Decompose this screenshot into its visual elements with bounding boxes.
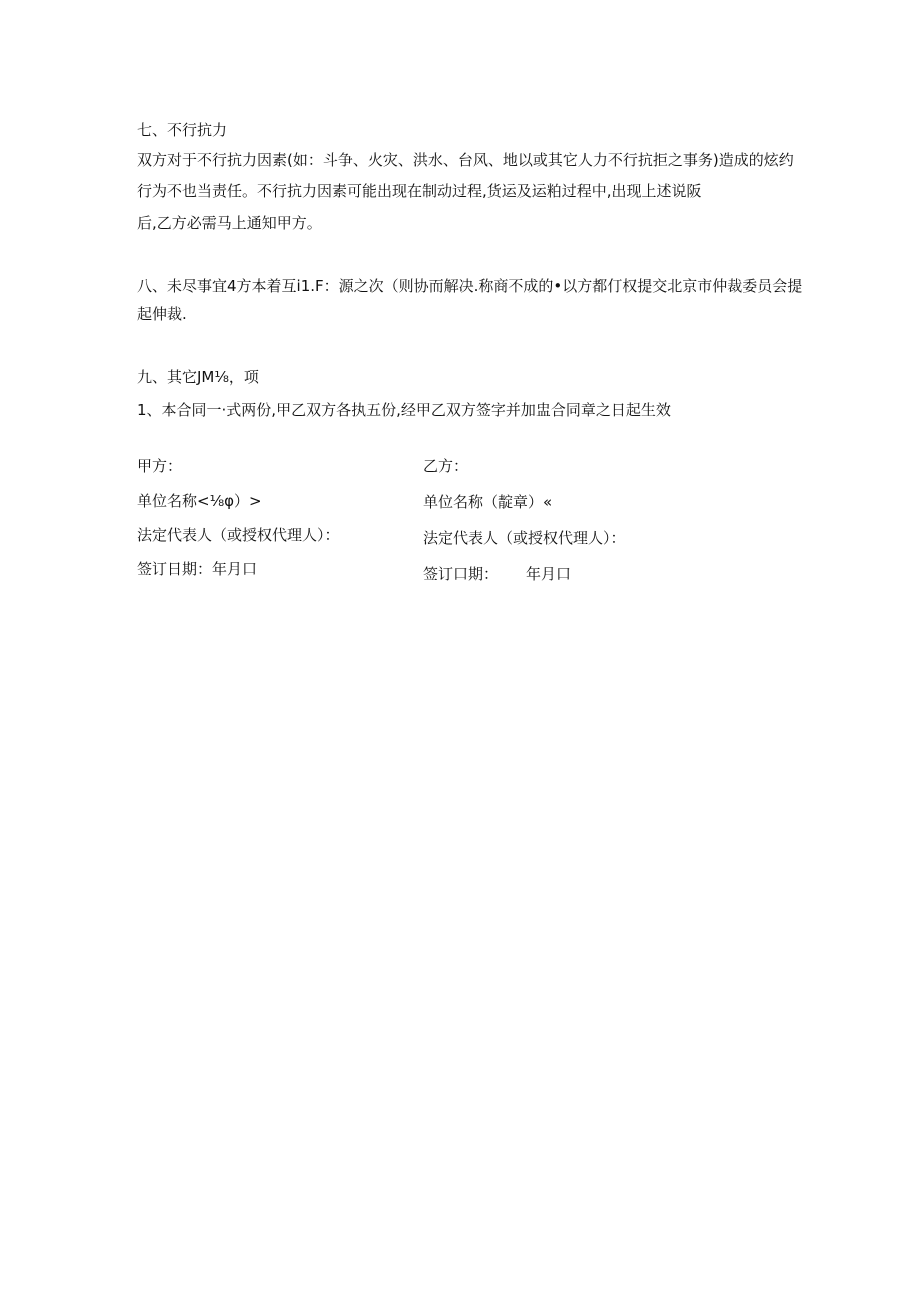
party-b-representative: 法定代表人（或授权代理人）： [423,529,626,547]
party-b-label: 乙方： [423,457,469,475]
section-7-line-2: 行为不也当责任。不行抗力因素可能出现在制动过程,货运及运粕过程中,出现上述说阪 [137,182,702,200]
party-b-unit-name: 单位名称（靛章）« [423,493,553,511]
section-8-line-2: 起伸裁. [137,305,187,323]
section-7-line-1: 双方对于不行抗力因素(如：斗争、火灾、洪水、台风、地以或其它人力不行抗拒之事务)造成的炫约 [137,151,794,169]
section-7-heading: 七、不行抗力 [137,121,228,139]
party-a-representative: 法定代表人（或授权代理人）： [137,526,340,544]
party-b-sign-date-value: 年月口 [526,565,572,583]
section-7-line-3: 后,乙方必需马上通知甲方。 [137,214,322,232]
party-b-sign-date-label: 签订口期： [423,565,499,583]
party-a-unit-name: 单位名称<⅛φ）> [137,492,262,510]
party-a-sign-date: 签订日期：年月口 [137,560,258,578]
section-8-line-1: 八、未尽事宜4方本着互i1.F：源之次（则协而解决.称商不成的•以方都仃权提交北京市仲裁委员会提 [137,277,803,295]
section-9-item-1: 1、本合同一·式两份,甲乙双方各执五份,经甲乙双方签字并加盅合同章之日起生效 [137,401,671,419]
party-a-label: 甲方： [137,457,183,475]
section-9-heading: 九、其它JM⅛，项 [137,368,259,386]
